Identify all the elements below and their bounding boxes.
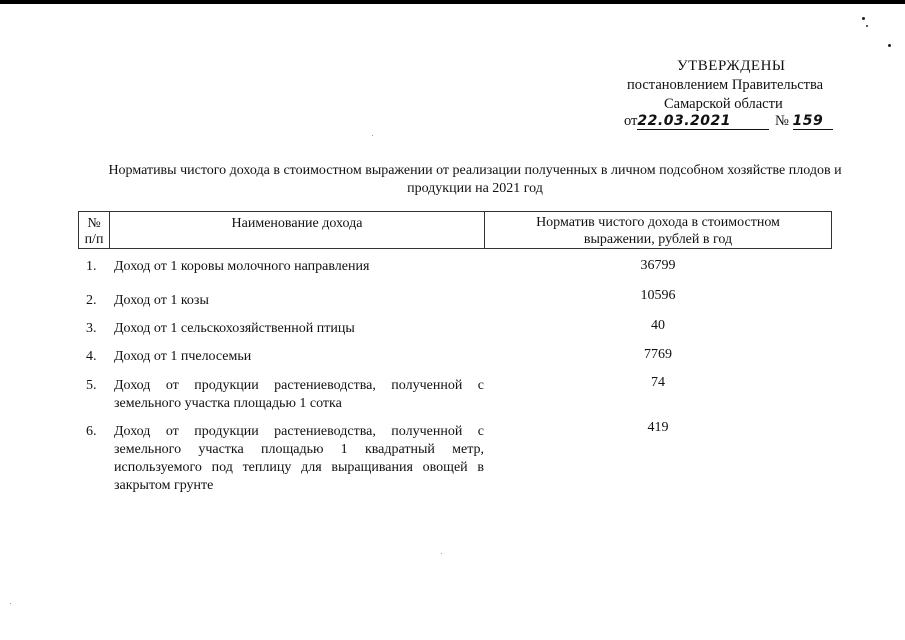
row-value: 74 [651,375,665,390]
scan-speck [441,553,442,554]
scan-speck [888,44,891,47]
number-prefix: № [775,113,789,129]
approval-issuer: постановлением Правительства [627,77,824,93]
row-number: 2. [86,293,97,308]
row-name: Доход от 1 коровы молочного направления [114,259,370,274]
approval-number: 159 [792,113,824,129]
scan-speck [10,603,11,604]
header-number-line2: п/п [84,232,104,247]
approval-title: УТВЕРЖДЕНЫ [677,58,786,74]
row-value: 36799 [640,258,676,273]
row-number: 5. [86,378,97,393]
scan-speck [372,135,373,136]
date-field [637,113,769,130]
scan-speck [862,17,865,20]
scan-speck [866,25,868,27]
row-number: 3. [86,321,97,336]
header-value-line1: Норматив чистого дохода в стоимостном [536,215,780,230]
row-name: Доход от 1 сельскохозяйственной птицы [114,321,355,336]
row-number: 1. [86,259,97,274]
row-name: Доход от 1 козы [114,293,209,308]
row-name: Доход от продукции растениеводства, полученной с земельного участка площадью 1 сотка [114,378,484,411]
number-field [793,113,833,130]
row-name: Доход от 1 пчелосемьи [114,349,252,364]
row-value: 10596 [640,288,676,303]
header-name: Наименование дохода [231,216,363,231]
date-prefix: от [624,113,638,129]
row-number: 4. [86,349,97,364]
header-value-line2: выражении, рублей в год [583,232,733,247]
row-name: Доход от продукции растениеводства, полученной с земельного участка площадью 1 квадратный метр, используемого под теплицу для выращивания овощей в закрытом грунте [114,424,484,493]
header-value [485,214,831,248]
approval-date: 22.03.2021 [637,113,731,129]
row-value: 7769 [644,347,672,362]
approval-date-number [624,112,833,131]
table-header [78,211,832,249]
document-title: Нормативы чистого дохода в стоимостном выражении от реализации полученных в личном подсобном хозяйстве плодов и продукции на 2021 год [108,163,842,196]
scan-edge [0,0,905,4]
approval-region: Самарской области [664,96,783,112]
row-number: 6. [86,424,97,439]
row-value: 419 [647,420,669,435]
header-number [79,216,109,248]
row-value: 40 [651,318,665,333]
header-number-line1: № [87,216,101,231]
